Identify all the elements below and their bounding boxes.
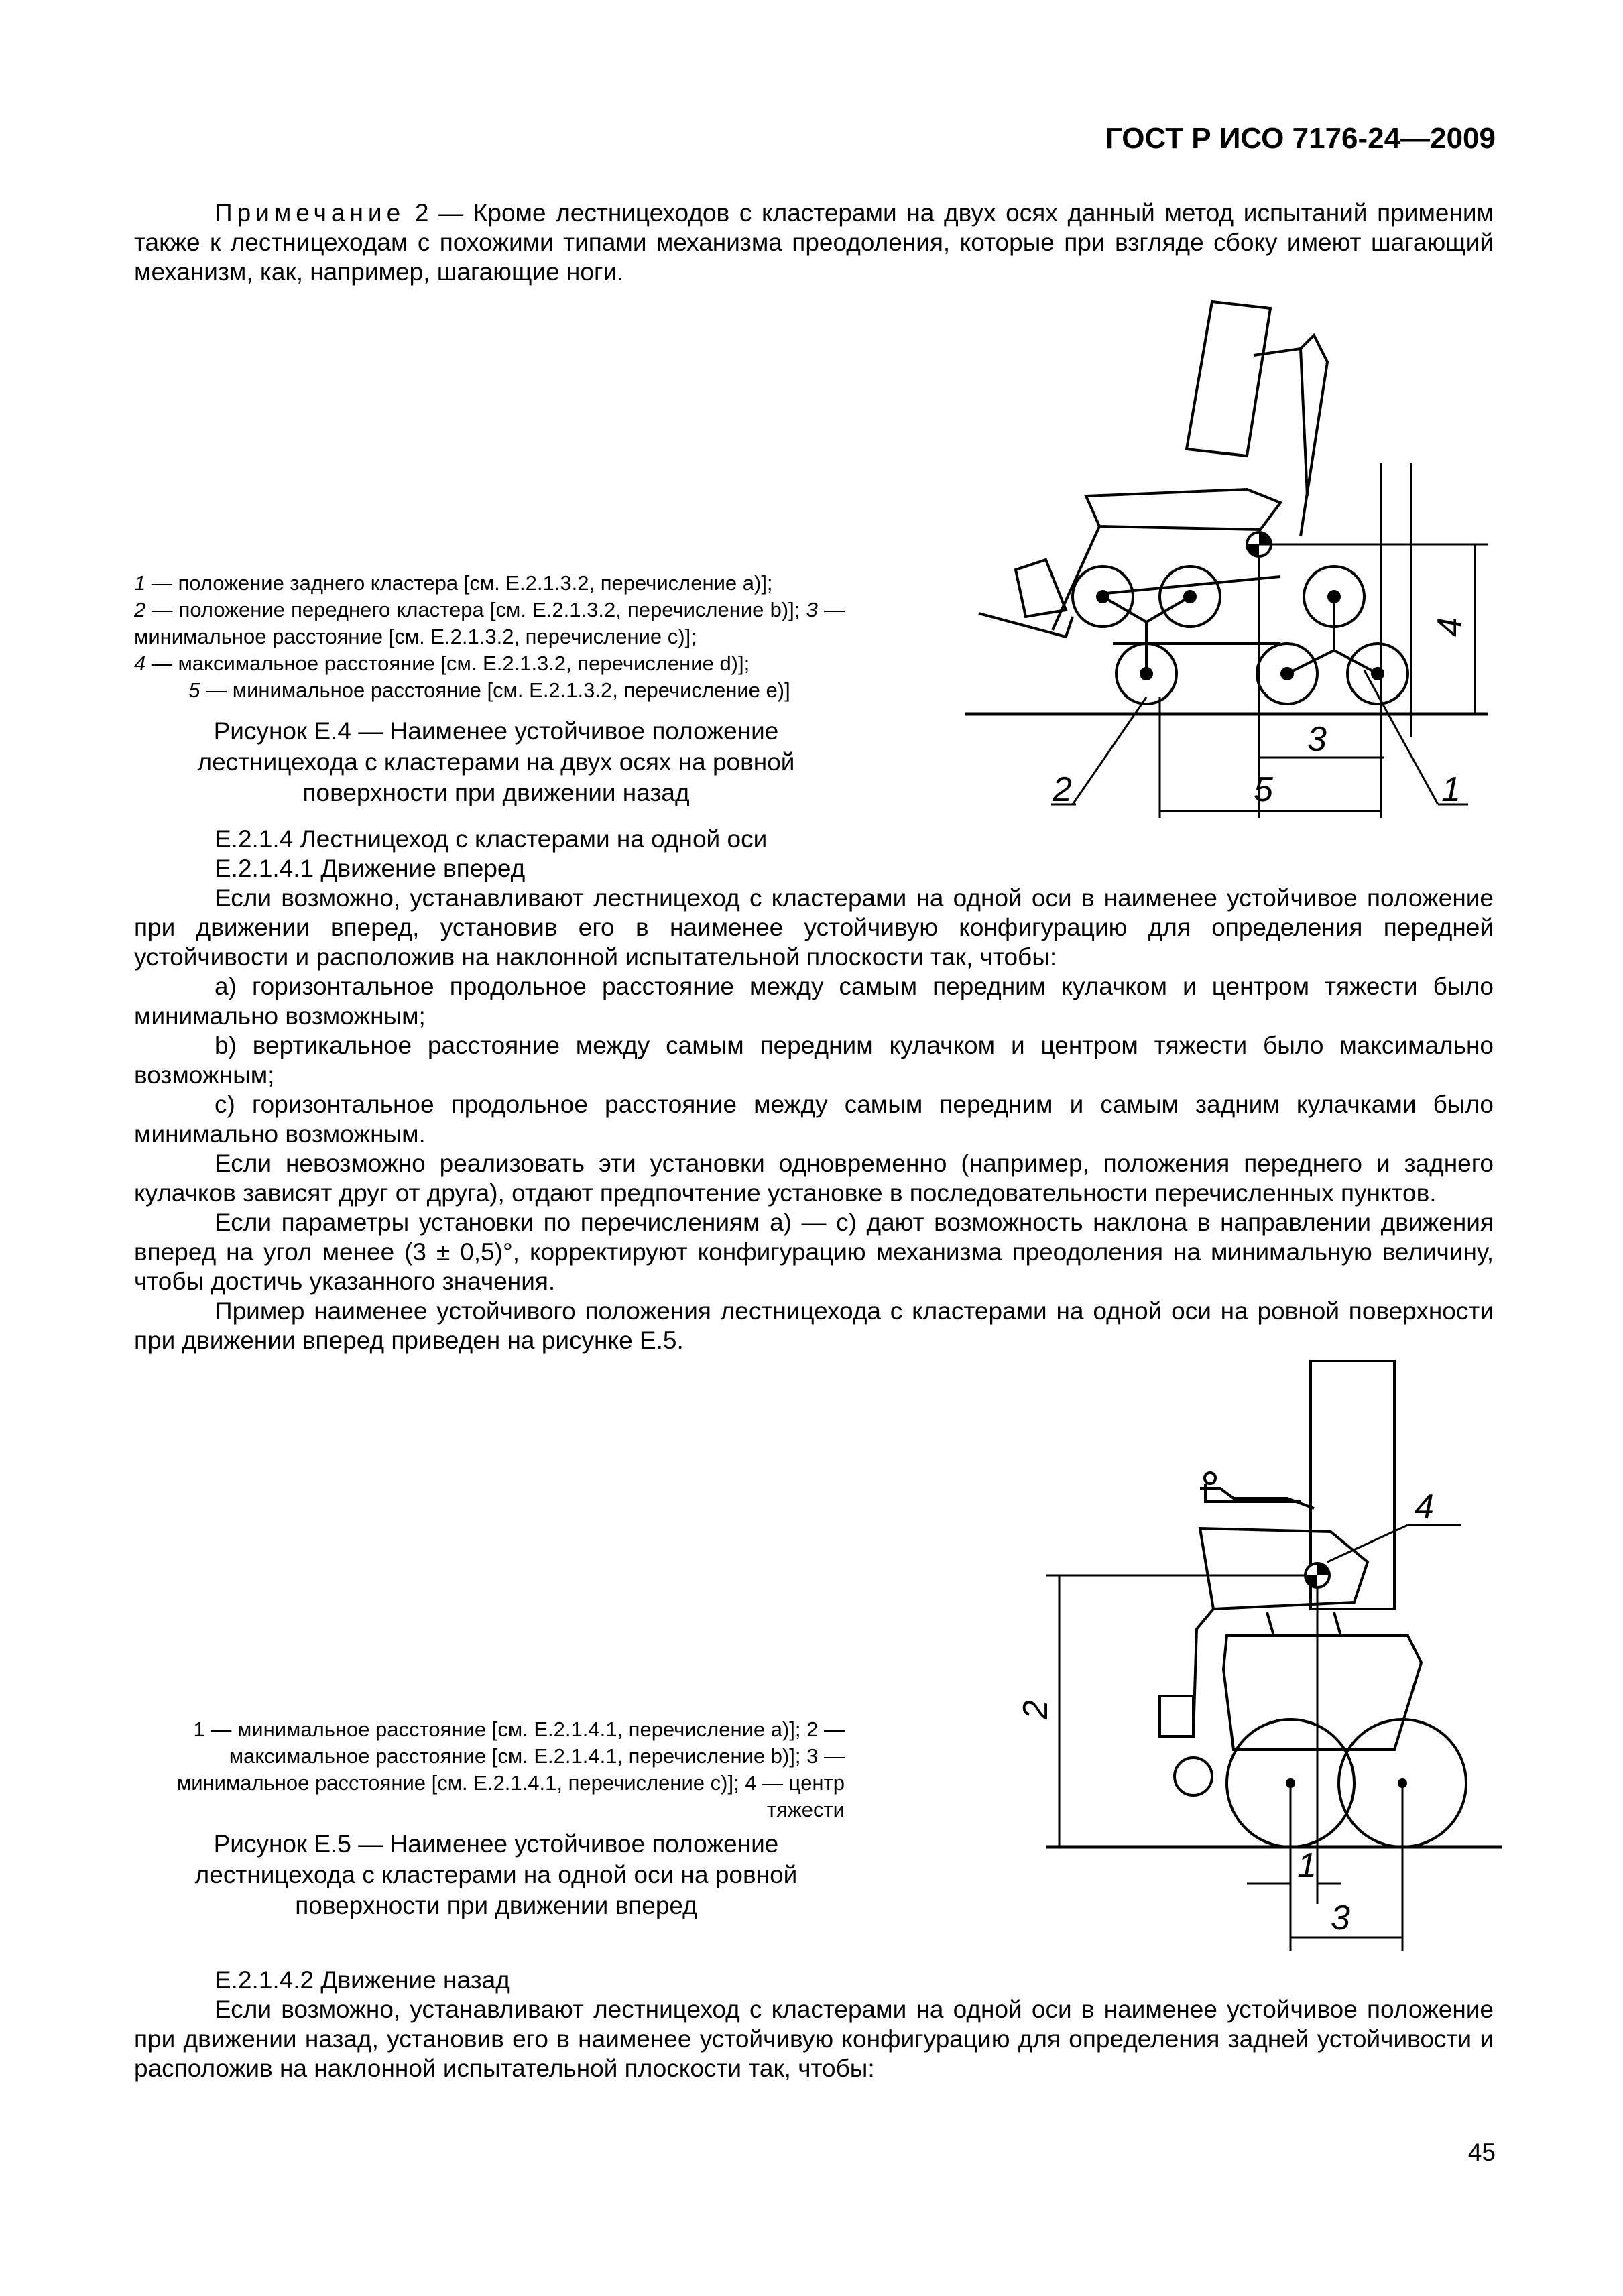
fig-e5-label-2: 2 bbox=[1016, 1700, 1055, 1719]
paragraph-correction: Если параметры установки по перечислениям а) — с) дают возможность наклона в направлении движения вперед на угол менее (3 ± 0,5)°, корректируют конфигурацию механизма преодоления на минимальную величину, чтобы достичь указанного значения. bbox=[134, 1209, 1494, 1295]
paragraph-a: а) горизонтальное продольное расстояние между самым передним кулачком и центром тяжести было минимально возможным; bbox=[134, 973, 1494, 1030]
fig-e5-label-4: 4 bbox=[1415, 1488, 1434, 1526]
paragraph: Если возможно, устанавливают лестницеход с кластерами на одной оси в наименее устойчивое положение при движении назад, установив его в наименее устойчивую конфигурацию для определения задней устойчивости и расположив на наклонной испытательной плоскости так, чтобы: bbox=[134, 1996, 1494, 2082]
legend-item-2: 2 — положение переднего кластера [см. Е.2.1.3.2, перечисление b)]; 3 — минимальное расстояние [см. Е.2.1.3.2, перечисление с)]; bbox=[134, 598, 845, 648]
paragraph-priority: Если невозможно реализовать эти установки одновременно (например, положения переднего и заднего кулачков зависят друг от друга), отдают предпочтение установке в последовательности перечисленных пунктов. bbox=[134, 1150, 1494, 1207]
note-2 bbox=[134, 198, 1494, 287]
fig-e4-label-5: 5 bbox=[1254, 770, 1273, 809]
section-e214 bbox=[134, 825, 1494, 1355]
figure-e4-diagram bbox=[965, 295, 1488, 831]
legend-item-1: 1 — положение заднего кластера [см. Е.2.1.3.2, перечисление а)]; bbox=[134, 571, 773, 595]
fig-e4-label-3: 3 bbox=[1307, 720, 1327, 759]
rear-cluster bbox=[1257, 566, 1408, 704]
fig-e4-label-1: 1 bbox=[1441, 770, 1461, 809]
centre-of-gravity-icon bbox=[1305, 1563, 1329, 1587]
subsection-heading: Е.2.1.4.1 Движение вперед bbox=[215, 855, 526, 882]
section-heading: Е.2.1.4 Лестницеход с кластерами на одной оси bbox=[215, 825, 768, 853]
legend-item-4: 4 — максимальное расстояние [см. Е.2.1.3.2, перечисление d)]; bbox=[134, 652, 750, 675]
front-cluster bbox=[1073, 566, 1220, 704]
section-heading: Е.2.1.4.2 Движение назад bbox=[215, 1966, 510, 1994]
figure-e5-caption: Рисунок Е.5 — Наименее устойчивое положение лестницехода с кластерами на одной оси на ровной поверхности при движении вперед bbox=[194, 1830, 798, 1919]
paragraph-b: b) вертикальное расстояние между самым передним кулачком и центром тяжести было максимально возможным; bbox=[134, 1032, 1494, 1089]
fig-e4-label-2: 2 bbox=[1053, 770, 1072, 809]
fig-e4-label-4: 4 bbox=[1431, 617, 1469, 637]
figure-e5-legend: 1 — минимальное расстояние [см. Е.2.1.4.1, перечисление а)]; 2 — максимальное расстояние [см. Е.2.1.4.1, перечисление b)]; 3 — минимальное расстояние [см. Е.2.1.4.1, перечисление с)]; 4 — центр тяжести bbox=[176, 1717, 845, 1821]
figure-e5-diagram bbox=[992, 1347, 1502, 1951]
fig-e5-label-1: 1 bbox=[1297, 1846, 1317, 1885]
paragraph-1: Если возможно, устанавливают лестницеход с кластерами на одной оси в наименее устойчивое положение при движении вперед, установив его в наименее устойчивую конфигурацию для определения передней устойчивости и расположив на наклонной испытательной плоскости так, чтобы: bbox=[134, 884, 1494, 971]
section-e2142 bbox=[134, 1966, 1494, 2083]
note-label: Примечание bbox=[215, 199, 406, 227]
paragraph-c: с) горизонтальное продольное расстояние между самым передним и самым задним кулачками было минимально возможным. bbox=[134, 1091, 1494, 1148]
page-number: 45 bbox=[1467, 2138, 1496, 2166]
legend-item-5: 5 — минимальное расстояние [см. Е.2.1.3.2, перечисление е)] bbox=[188, 678, 790, 702]
figure-e4-caption: Рисунок Е.4 — Наименее устойчивое положение лестницехода с кластерами на двух осях на ровной поверхности при движении назад bbox=[197, 717, 795, 806]
document-header: ГОСТ Р ИСО 7176-24—2009 bbox=[1105, 122, 1496, 155]
note-text: 2 — Кроме лестницеходов с кластерами на двух осях данный метод испытаний применим также к лестницеходам с похожими типами механизма преодоления, которые при взгляде сбоку имеют шагающий механизм, как, например, шагающие ноги. bbox=[134, 199, 1494, 286]
paragraph-example: Пример наименее устойчивого положения лестницехода с кластерами на одной оси на ровной поверхности при движении вперед приведен на рисунке Е.5. bbox=[134, 1297, 1494, 1354]
fig-e5-label-3: 3 bbox=[1331, 1898, 1350, 1937]
figure-e4-legend bbox=[134, 570, 845, 704]
